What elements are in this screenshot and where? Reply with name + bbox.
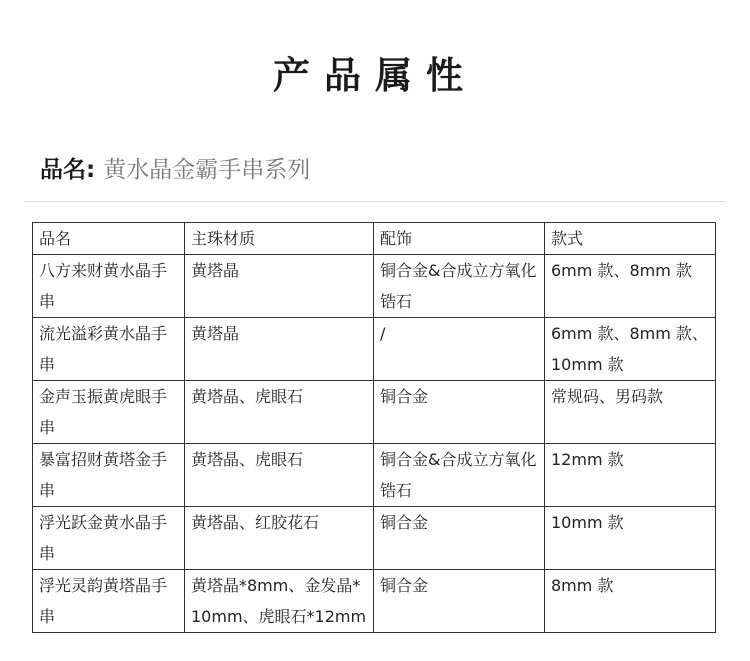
- cell-accessory: 铜合金&合成立方氧化锆石: [374, 444, 545, 507]
- cell-style: 6mm 款、8mm 款、10mm 款: [545, 318, 716, 381]
- table-row: [33, 255, 716, 318]
- cell-accessory: 铜合金: [374, 507, 545, 570]
- table-row: [33, 444, 716, 507]
- cell-material: 黄塔晶: [185, 255, 374, 318]
- cell-name: 暴富招财黄塔金手串: [33, 444, 185, 507]
- cell-material: 黄塔晶、虎眼石: [185, 444, 374, 507]
- header-cell-material: 主珠材质: [185, 223, 374, 255]
- cell-accessory: 铜合金: [374, 570, 545, 633]
- product-name-value: 黄水晶金霸手串系列: [103, 157, 311, 183]
- table-row: [33, 570, 716, 633]
- table-row: [33, 318, 716, 381]
- cell-accessory: 铜合金&合成立方氧化锆石: [374, 255, 545, 318]
- cell-style: 常规码、男码款: [545, 381, 716, 444]
- header-cell-style: 款式: [545, 223, 716, 255]
- cell-name: 金声玉振黄虎眼手串: [33, 381, 185, 444]
- cell-style: 6mm 款、8mm 款: [545, 255, 716, 318]
- cell-material: 黄塔晶*8mm、金发晶*10mm、虎眼石*12mm: [185, 570, 374, 633]
- cell-material: 黄塔晶: [185, 318, 374, 381]
- cell-style: 10mm 款: [545, 507, 716, 570]
- product-attributes-table: [32, 222, 716, 633]
- table-row: [33, 381, 716, 444]
- cell-material: 黄塔晶、虎眼石: [185, 381, 374, 444]
- cell-accessory: 铜合金: [374, 381, 545, 444]
- cell-name: 流光溢彩黄水晶手串: [33, 318, 185, 381]
- cell-accessory: /: [374, 318, 545, 381]
- cell-material: 黄塔晶、红胶花石: [185, 507, 374, 570]
- cell-style: 12mm 款: [545, 444, 716, 507]
- cell-name: 浮光跃金黄水晶手串: [33, 507, 185, 570]
- cell-name: 浮光灵韵黄塔晶手串: [33, 570, 185, 633]
- section-divider: [24, 201, 725, 202]
- page-title: 产品属性: [273, 54, 477, 97]
- table-header-row: [33, 223, 716, 255]
- cell-style: 8mm 款: [545, 570, 716, 633]
- table-row: [33, 507, 716, 570]
- header-cell-accessory: 配饰: [374, 223, 545, 255]
- header-cell-name: 品名: [33, 223, 185, 255]
- product-name-label: 品名:: [40, 157, 96, 183]
- product-name-line: [40, 153, 310, 187]
- cell-name: 八方来财黄水晶手串: [33, 255, 185, 318]
